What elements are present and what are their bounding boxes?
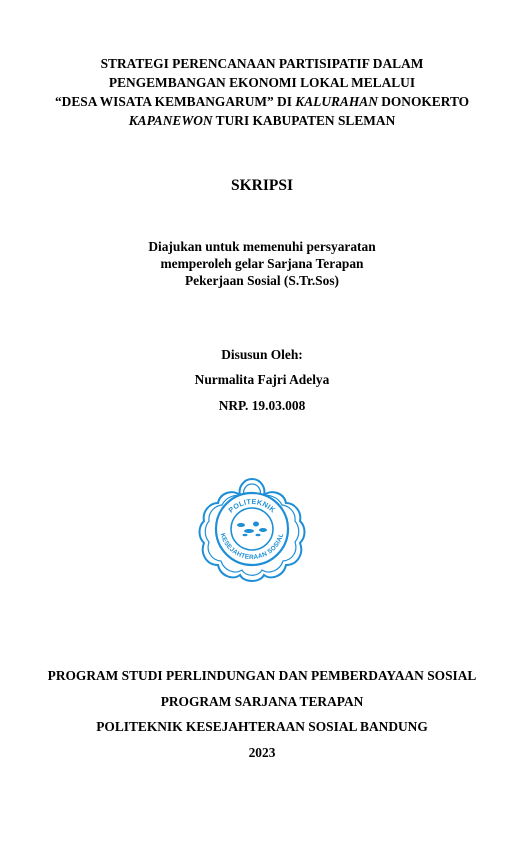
- institution-line-2: PROGRAM SARJANA TERAPAN: [160, 694, 364, 709]
- title-line-3-part-a: “DESA WISATA KEMBANGARUM” DI: [54, 94, 296, 109]
- title-line-4-italic: KAPANEWON: [128, 113, 213, 128]
- logo-text-bottom: KESEJAHTERAAN SOSIAL: [218, 532, 286, 562]
- purpose-line-1: Diajukan untuk memenuhi persyaratan: [148, 239, 376, 254]
- author-label: Disusun Oleh:: [221, 347, 303, 362]
- purpose-line-2: memperoleh gelar Sarjana Terapan: [160, 256, 364, 271]
- author-name: Nurmalita Fajri Adelya: [194, 372, 330, 387]
- title-line-4-part-b: TURI KABUPATEN SLEMAN: [212, 113, 396, 128]
- title-line-1: STRATEGI PERENCANAAN PARTISIPATIF DALAM: [100, 56, 424, 71]
- purpose-line-3: Pekerjaan Sosial (S.Tr.Sos): [184, 273, 339, 288]
- institution-line-3: POLITEKNIK KESEJAHTERAAN SOSIAL BANDUNG: [96, 719, 428, 734]
- institution-logo: [196, 475, 308, 583]
- title-line-3: [0, 94, 524, 110]
- institution-year: 2023: [248, 745, 276, 760]
- author-nrp: NRP. 19.03.008: [218, 398, 306, 413]
- institution-line-1: PROGRAM STUDI PERLINDUNGAN DAN PEMBERDAYAAN SOSIAL: [47, 668, 477, 683]
- title-line-4: [0, 113, 524, 129]
- logo-text-top: POLITEKNIK: [226, 496, 278, 515]
- title-line-3-part-c: DONOKERTO: [377, 94, 470, 109]
- document-type: SKRIPSI: [230, 177, 294, 194]
- title-line-2: PENGEMBANGAN EKONOMI LOKAL MELALUI: [108, 75, 416, 90]
- title-line-3-italic: KALURAHAN: [295, 94, 378, 109]
